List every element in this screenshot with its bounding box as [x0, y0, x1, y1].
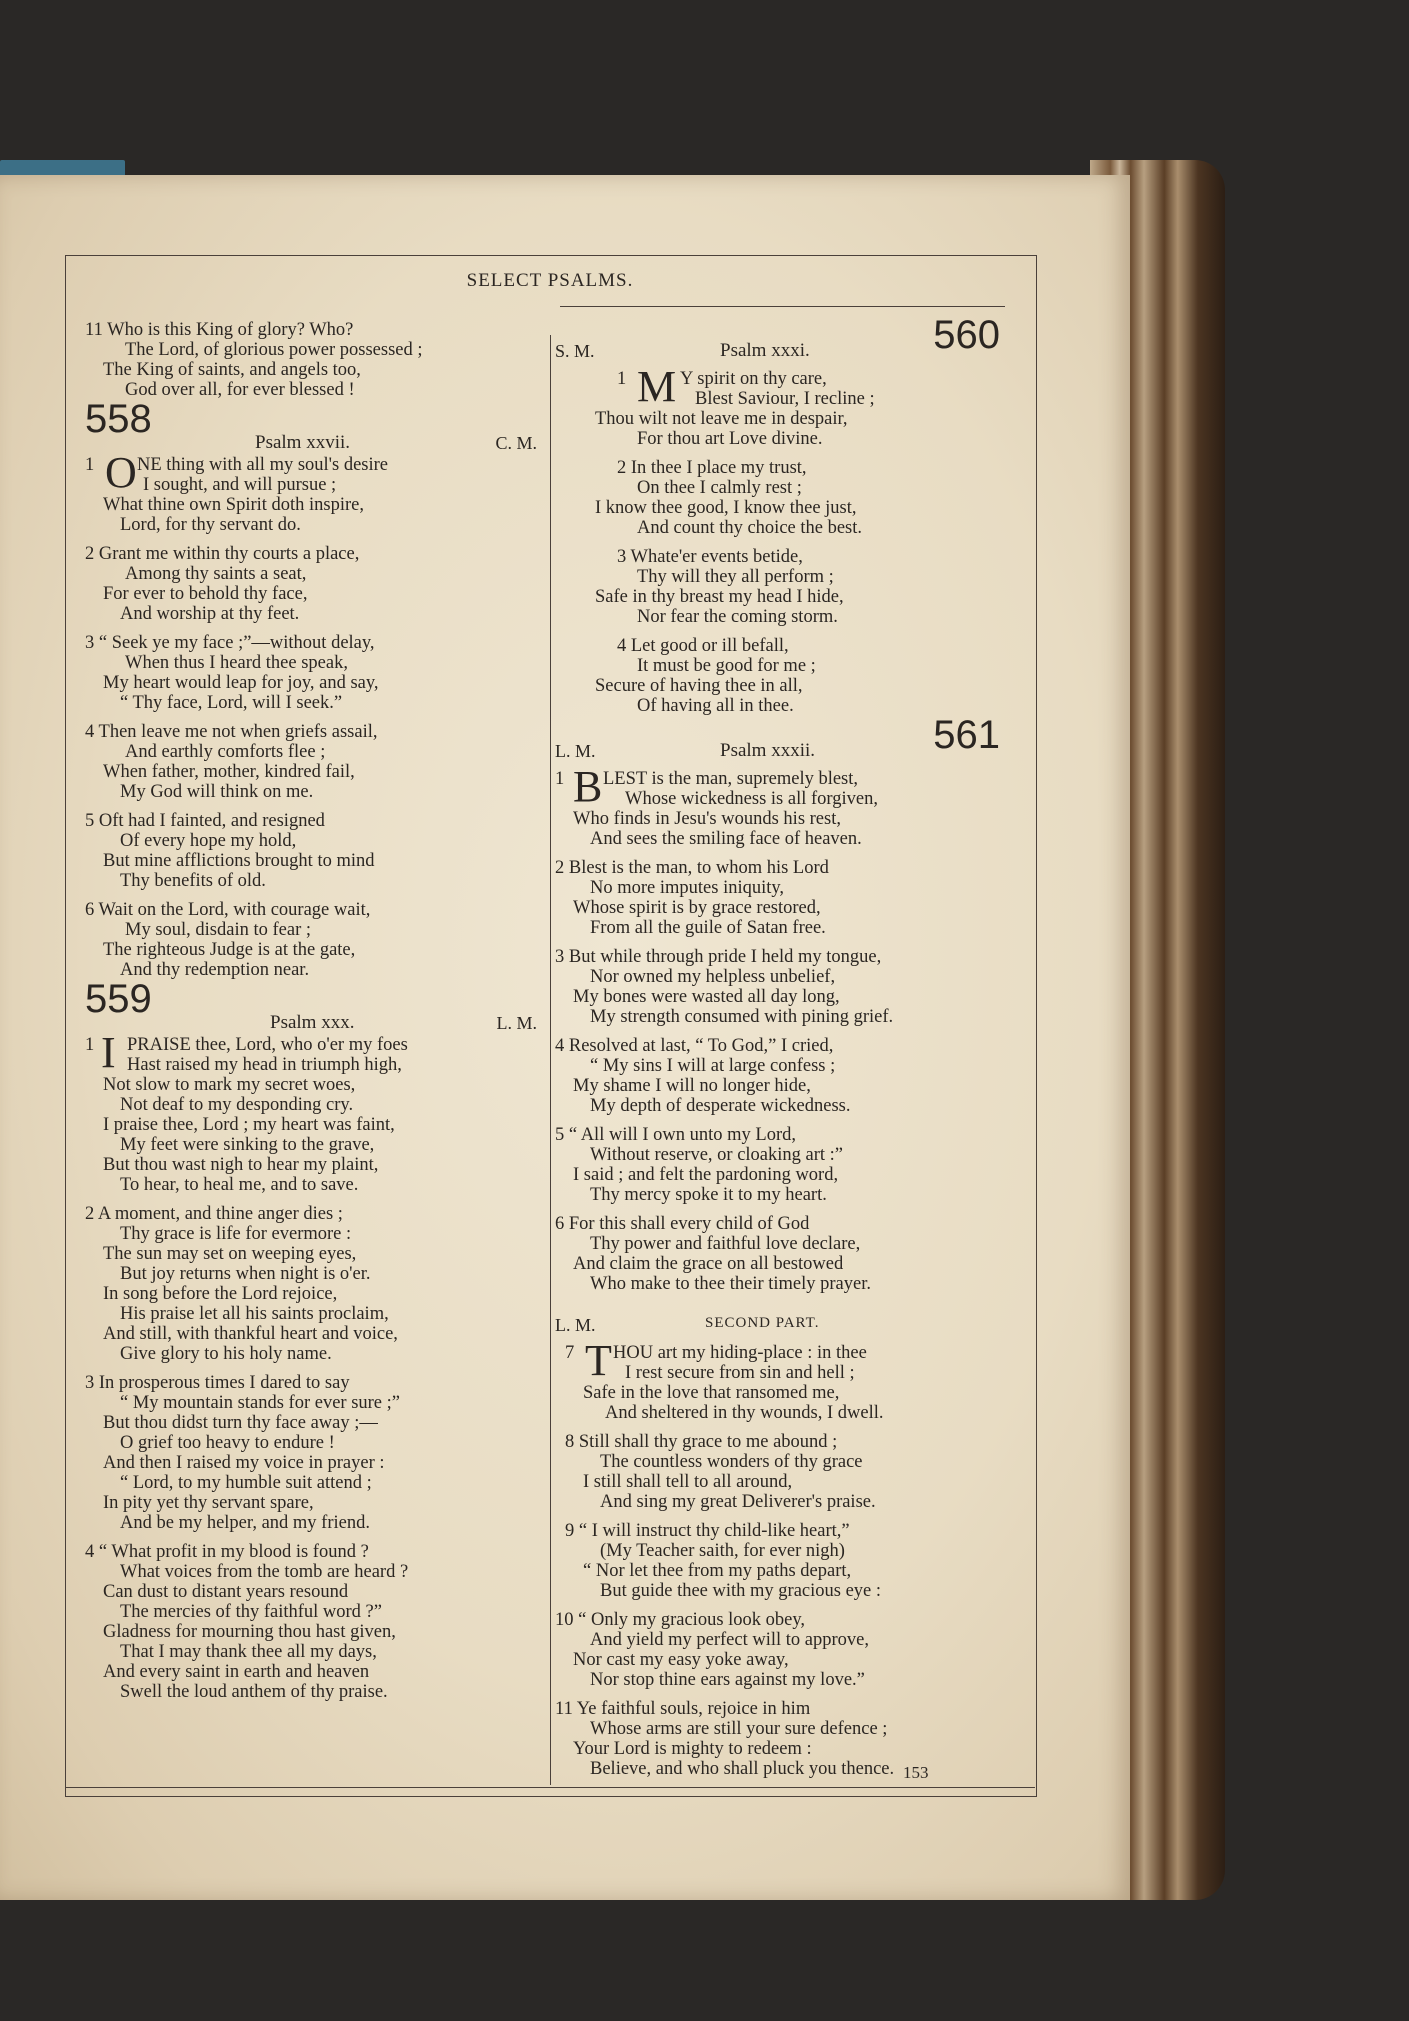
stanza — [85, 544, 545, 624]
stanza — [85, 1028, 545, 1195]
stanza — [85, 1542, 545, 1702]
psalm-reference: Psalm xxvii. — [255, 432, 351, 453]
verse-line: My strength consumed with pining grief. — [590, 1007, 894, 1027]
verse-line: I praise thee, Lord ; my heart was faint, — [103, 1115, 395, 1135]
verse-line: When father, mother, kindred fail, — [103, 762, 355, 782]
verse-line: 6 For this shall every child of God — [555, 1214, 810, 1234]
verse-line: In song before the Lord rejoice, — [103, 1284, 338, 1304]
verse-line: It must be good for me ; — [637, 656, 816, 676]
verse-line: The Lord, of glorious power possessed ; — [125, 340, 423, 360]
verse-line: For ever to behold thy face, — [103, 584, 308, 604]
verse-line: But thou didst turn thy face away ;— — [103, 1413, 378, 1433]
book-page — [0, 175, 1130, 1900]
verse-line: 9 “ I will instruct thy child-like heart,” — [565, 1521, 850, 1541]
verse-line: 8 Still shall thy grace to me abound ; — [565, 1432, 838, 1452]
verse-line: My soul, disdain to fear ; — [125, 920, 312, 940]
verse-line: That I may thank thee all my days, — [120, 1642, 377, 1662]
verse-line: Thy will they all perform ; — [637, 567, 834, 587]
verse-line: But guide thee with my gracious eye : — [600, 1581, 882, 1601]
verse-line: Of having all in thee. — [637, 696, 794, 716]
stanza-number: 7 — [565, 1343, 575, 1363]
hymn-559-heading — [85, 977, 545, 1035]
stanza — [85, 900, 545, 980]
verse-line: To hear, to heal me, and to save. — [120, 1175, 359, 1195]
verse-line: 3 “ Seek ye my face ;”—without delay, — [85, 633, 375, 653]
stanza-number: 1 — [555, 769, 565, 789]
meter: L. M. — [555, 1315, 596, 1335]
verse-line: And sing my great Deliverer's praise. — [600, 1492, 876, 1512]
verse-line: But thou wast nigh to hear my plaint, — [103, 1155, 379, 1175]
verse-line: HOU art my hiding-place : in thee — [613, 1343, 867, 1363]
verse-line: My heart would leap for joy, and say, — [103, 673, 379, 693]
verse-line: “ Nor let thee from my paths depart, — [583, 1561, 852, 1581]
verse-line: 6 Wait on the Lord, with courage wait, — [85, 900, 371, 920]
verse-line: NE thing with all my soul's desire — [137, 455, 389, 475]
hymn-558-heading — [85, 397, 545, 455]
verse-line: I know thee good, I know thee just, — [595, 498, 857, 518]
verse-line: My depth of desperate wickedness. — [590, 1096, 851, 1116]
drop-cap: I — [101, 1028, 116, 1077]
verse-line: Nor fear the coming storm. — [637, 607, 838, 627]
verse-line: 5 Oft had I fainted, and resigned — [85, 811, 325, 831]
meter: C. M. — [495, 433, 537, 453]
verse-line: From all the guile of Satan free. — [590, 918, 826, 938]
verse-line: Believe, and who shall pluck you thence. — [590, 1759, 895, 1779]
verse-line: My bones were wasted all day long, — [573, 987, 840, 1007]
verse-line: 11 Who is this King of glory? Who? — [85, 320, 354, 340]
verse-line: Your Lord is mighty to redeem : — [573, 1739, 812, 1759]
verse-line: Who finds in Jesu's wounds his rest, — [573, 809, 841, 829]
verse-line: The mercies of thy faithful word ?” — [120, 1602, 382, 1622]
stanza — [555, 362, 1015, 449]
verse-line: 2 In thee I place my trust, — [617, 458, 807, 478]
left-column — [85, 320, 545, 1711]
stanza — [555, 458, 1015, 538]
meter: L. M. — [496, 1013, 537, 1033]
verse-line: My shame I will no longer hide, — [573, 1076, 811, 1096]
verse-line: For thou art Love divine. — [637, 429, 823, 449]
verse-line: (My Teacher saith, for ever nigh) — [600, 1541, 845, 1561]
stanza — [85, 1373, 545, 1533]
stanza — [555, 1610, 1015, 1690]
verse-line: 5 “ All will I own unto my Lord, — [555, 1125, 796, 1145]
verse-line: The righteous Judge is at the gate, — [103, 940, 356, 960]
stanza-number: 1 — [85, 455, 95, 475]
verse-line: Nor stop thine ears against my love.” — [590, 1670, 865, 1690]
verse-line: And thy redemption near. — [120, 960, 310, 980]
stanza — [555, 947, 1015, 1027]
psalm-reference: Psalm xxx. — [270, 1012, 355, 1033]
verse-line: 2 A moment, and thine anger dies ; — [85, 1204, 343, 1224]
verse-line: 3 But while through pride I held my tongue, — [555, 947, 882, 967]
stanza — [85, 811, 545, 891]
stanza — [555, 1521, 1015, 1601]
verse-line: I still shall tell to all around, — [583, 1472, 793, 1492]
stanza — [555, 1036, 1015, 1116]
stanza-number: 1 — [617, 369, 627, 389]
hymn-557-continuation — [85, 320, 545, 400]
column-divider — [550, 335, 551, 1785]
verse-line: And sees the smiling face of heaven. — [590, 829, 862, 849]
verse-line: 2 Grant me within thy courts a place, — [85, 544, 360, 564]
verse-line: The sun may set on weeping eyes, — [103, 1244, 357, 1264]
verse-line: Safe in thy breast my head I hide, — [595, 587, 844, 607]
verse-line: And still, with thankful heart and voice, — [103, 1324, 398, 1344]
verse-line: Blest Saviour, I recline ; — [695, 389, 875, 409]
verse-line: On thee I calmly rest ; — [637, 478, 802, 498]
verse-line: And count thy choice the best. — [637, 518, 863, 538]
verse-line: 10 “ Only my gracious look obey, — [555, 1610, 806, 1630]
running-head: SELECT PSALMS. — [466, 270, 634, 291]
verse-line: Can dust to distant years resound — [103, 1582, 349, 1602]
verse-line: And sheltered in thy wounds, I dwell. — [605, 1403, 884, 1423]
hymn-560-heading — [555, 313, 1015, 369]
verse-line: And be my helper, and my friend. — [120, 1513, 370, 1533]
verse-line: Gladness for mourning thou hast given, — [103, 1622, 396, 1642]
verse-line: Safe in the love that ransomed me, — [583, 1383, 840, 1403]
verse-line: But mine afflictions brought to mind — [103, 851, 375, 871]
verse-line: Thy mercy spoke it to my heart. — [590, 1185, 827, 1205]
verse-line: 3 In prosperous times I dared to say — [85, 1373, 350, 1393]
verse-line: I said ; and felt the pardoning word, — [573, 1165, 839, 1185]
verse-line: No more imputes iniquity, — [590, 878, 785, 898]
drop-cap: O — [105, 448, 137, 497]
header-rule — [560, 306, 1005, 307]
verse-line: Whose wickedness is all forgiven, — [625, 789, 878, 809]
verse-line: But joy returns when night is o'er. — [120, 1264, 371, 1284]
stanza — [85, 722, 545, 802]
verse-line: 4 Let good or ill befall, — [617, 636, 789, 656]
stanza — [555, 636, 1015, 716]
verse-line: And yield my perfect will to approve, — [590, 1630, 869, 1650]
verse-line: What thine own Spirit doth inspire, — [103, 495, 365, 515]
verse-line: I rest secure from sin and hell ; — [625, 1363, 855, 1383]
verse-line: Lord, for thy servant do. — [120, 515, 301, 535]
verse-line: The King of saints, and angels too, — [103, 360, 361, 380]
drop-cap: M — [637, 362, 677, 411]
verse-line: 11 Ye faithful souls, rejoice in him — [555, 1699, 811, 1719]
verse-line: Thou wilt not leave me in despair, — [595, 409, 848, 429]
hymn-number: 558 — [85, 397, 152, 441]
verse-line: My feet were sinking to the grave, — [120, 1135, 375, 1155]
stanza — [85, 633, 545, 713]
hymn-561-heading — [555, 713, 1015, 769]
stanza — [85, 1204, 545, 1364]
psalm-reference: Psalm xxxii. — [720, 740, 816, 761]
stanza — [555, 1336, 1015, 1423]
verse-line: O grief too heavy to endure ! — [120, 1433, 335, 1453]
verse-line: Of every hope my hold, — [120, 831, 297, 851]
verse-line: Not slow to mark my secret woes, — [103, 1075, 356, 1095]
verse-line: And every saint in earth and heaven — [103, 1662, 370, 1682]
verse-line: Nor cast my easy yoke away, — [573, 1650, 789, 1670]
section-label: SECOND PART. — [705, 1315, 820, 1331]
hymn-number: 560 — [933, 313, 1000, 357]
meter: S. M. — [555, 341, 595, 361]
verse-line: LEST is the man, supremely blest, — [603, 769, 859, 789]
verse-line: 3 Whate'er events betide, — [617, 547, 803, 567]
psalm-reference: Psalm xxxi. — [720, 340, 810, 361]
verse-line: I sought, and will pursue ; — [143, 475, 337, 495]
stanza — [555, 1125, 1015, 1205]
verse-line: Not deaf to my desponding cry. — [120, 1095, 354, 1115]
verse-line: Secure of having thee in all, — [595, 676, 803, 696]
verse-line: Without reserve, or cloaking art :” — [590, 1145, 844, 1165]
second-part-heading — [555, 1303, 1015, 1343]
verse-line: 4 “ What profit in my blood is found ? — [85, 1542, 369, 1562]
verse-line: “ My sins I will at large confess ; — [590, 1056, 836, 1076]
stanza — [85, 448, 545, 535]
verse-line: “ Lord, to my humble suit attend ; — [120, 1473, 372, 1493]
stanza — [555, 1214, 1015, 1294]
verse-line: And then I raised my voice in prayer : — [103, 1453, 385, 1473]
verse-line: Whose arms are still your sure defence ; — [590, 1719, 888, 1739]
verse-line: What voices from the tomb are heard ? — [120, 1562, 409, 1582]
verse-line: His praise let all his saints proclaim, — [120, 1304, 389, 1324]
verse-line: “ Thy face, Lord, will I seek.” — [120, 693, 343, 713]
verse-line: Hast raised my head in triumph high, — [127, 1055, 402, 1075]
stanza — [555, 1699, 1015, 1779]
verse-line: And earthly comforts flee ; — [125, 742, 326, 762]
verse-line: 4 Then leave me not when griefs assail, — [85, 722, 378, 742]
stanza — [555, 547, 1015, 627]
verse-line: PRAISE thee, Lord, who o'er my foes — [127, 1035, 408, 1055]
verse-line: The countless wonders of thy grace — [600, 1452, 863, 1472]
verse-line: My God will think on me. — [120, 782, 314, 802]
hymn-number: 559 — [85, 977, 152, 1021]
verse-line: “ My mountain stands for ever sure ;” — [120, 1393, 400, 1413]
verse-line: And claim the grace on all bestowed — [573, 1254, 844, 1274]
right-column — [555, 313, 1015, 1788]
verse-line: In pity yet thy servant spare, — [103, 1493, 314, 1513]
verse-line: Thy power and faithful love declare, — [590, 1234, 861, 1254]
verse-line: Give glory to his holy name. — [120, 1344, 332, 1364]
stanza — [555, 1432, 1015, 1512]
verse-line: Nor owned my helpless unbelief, — [590, 967, 836, 987]
verse-line: God over all, for ever blessed ! — [125, 380, 355, 400]
verse-line: Y spirit on thy care, — [680, 369, 827, 389]
page-number: 153 — [903, 1763, 929, 1782]
verse-line: And worship at thy feet. — [120, 604, 300, 624]
stanza — [555, 858, 1015, 938]
drop-cap: T — [585, 1336, 612, 1385]
verse-line: Swell the loud anthem of thy praise. — [120, 1682, 388, 1702]
drop-cap: B — [573, 762, 603, 811]
verse-line: Thy grace is life for evermore : — [120, 1224, 352, 1244]
verse-line: Whose spirit is by grace restored, — [573, 898, 821, 918]
verse-line: Among thy saints a seat, — [125, 564, 307, 584]
verse-line: 2 Blest is the man, to whom his Lord — [555, 858, 829, 878]
meter: L. M. — [555, 741, 596, 761]
stanza — [555, 762, 1015, 849]
verse-line: Who make to thee their timely prayer. — [590, 1274, 871, 1294]
verse-line: When thus I heard thee speak, — [125, 653, 348, 673]
hymn-number: 561 — [933, 713, 1000, 757]
stanza-number: 1 — [85, 1035, 95, 1055]
verse-line: 4 Resolved at last, “ To God,” I cried, — [555, 1036, 834, 1056]
verse-line: Thy benefits of old. — [120, 871, 266, 891]
